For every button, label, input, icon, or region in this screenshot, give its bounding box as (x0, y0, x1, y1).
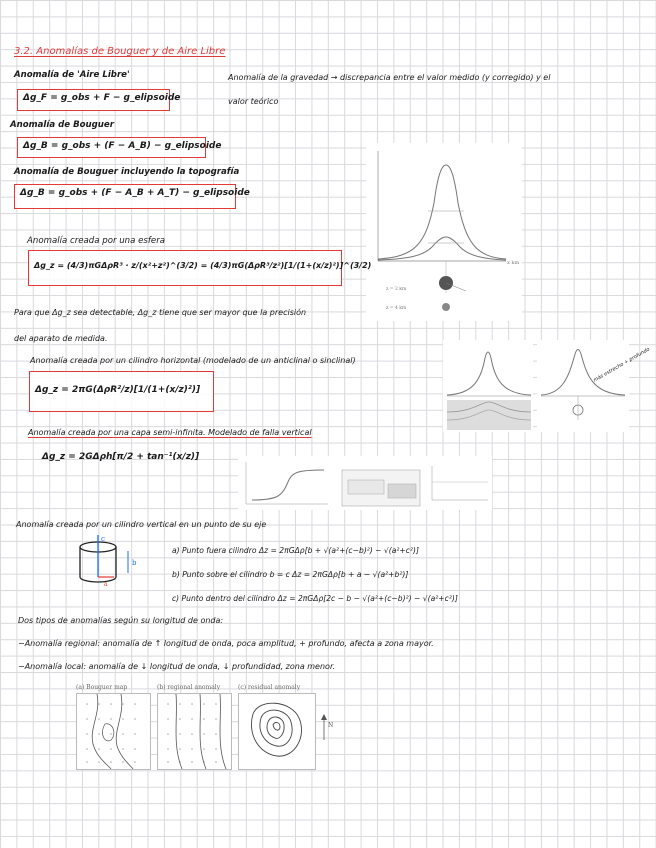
two-types-heading: Dos tipos de anomalías según su longitud de onda: (18, 616, 224, 625)
section-title: 3.2. Anomalías de Bouguer y de Aire Libre (14, 46, 226, 57)
sphere-formula-box (28, 250, 372, 286)
local-anomaly: −Anomalía local: anomalía de ↓ longitud de onda, ↓ profundidad, zona menor. (18, 662, 336, 671)
cylinder-drawing (76, 533, 146, 589)
vertical-cylinder-sketch (76, 533, 146, 589)
case-c: c) Punto dentro del cilindro Δz = 2πGΔρ[2c − b − √(a²+(c−b)²) − √(a²+c²)] (172, 594, 458, 603)
north-label: N (328, 722, 334, 729)
free-air-formula: Δg_F = g_obs + F − g_elipsoide (23, 93, 181, 103)
fault-figure (238, 456, 492, 510)
sphere-anomaly-plot (366, 143, 522, 321)
semi-formula: Δg_z = 2GΔρh[π/2 + tan⁻¹(x/z)] (42, 452, 200, 462)
bouguer-formula: Δg_B = g_obs + (F − A_B) − g_elipsoide (23, 141, 222, 151)
detect-line-2: del aparato de medida. (14, 334, 108, 343)
map-caption-a: (a) Bouguer map (76, 684, 128, 691)
north-arrow (320, 712, 336, 742)
sphere-label: Anomalía creada por una esfera (27, 236, 166, 246)
svg-text:z = 2 km: z = 2 km (386, 287, 407, 292)
bouguer-formula-box (17, 137, 222, 158)
map-caption-b: (b) regional anomaly (157, 684, 221, 691)
regional-map (157, 693, 232, 770)
cylinder-h-plot-left (443, 340, 533, 432)
bouguer-label: Anomalía de Bouguer (10, 120, 114, 130)
cylinder-label-c: c (101, 535, 105, 543)
map-caption-c: (c) residual anomaly (238, 684, 301, 691)
bouguer-topo-formula: Δg_B = g_obs + (F − A_B + A_T) − g_elipsoide (20, 188, 250, 198)
residual-map (238, 693, 316, 770)
cylinder-h-formula-box (29, 371, 214, 412)
bouguer-map (76, 693, 151, 770)
cylinder-label-a: a (104, 581, 108, 588)
sphere-formula: Δg_z = (4/3)πGΔρR³ · z/(x²+z²)^(3/2) = (4/3)πG(ΔρR³/z²)[1/(1+(x/z)²)]^(3/2) (34, 261, 372, 270)
regional-anomaly: −Anomalía regional: anomalía de ↑ longitud de onda, poca amplitud, + profundo, afecta a zona mayor. (18, 639, 434, 648)
definition-line-2: valor teórico (228, 97, 279, 106)
svg-text:z = 4 km: z = 4 km (386, 306, 407, 311)
free-air-label: Anomalía de 'Aire Libre' (14, 70, 130, 80)
cylinder-h-label: Anomalía creada por un cilindro horizontal (modelado de un anticlinal o sinclinal) (30, 356, 356, 365)
cylinder-h-plot-right (537, 340, 629, 432)
semi-label: Anomalía creada por una capa semi-infinita. Modelado de falla vertical (28, 428, 312, 437)
cylinder-h-figure-right (537, 340, 629, 432)
vertical-annotation: más estrecho + profundo (592, 346, 651, 384)
free-air-formula-box (17, 89, 181, 111)
definition-line-1: Anomalía de la gravedad → discrepancia entre el valor medido (y corregido) y el (228, 73, 551, 82)
fault-plot (238, 456, 492, 510)
bouguer-topo-label: Anomalía de Bouguer incluyendo la topografía (14, 167, 240, 177)
cylinder-h-formula: Δg_z = 2πG(ΔρR²/z)[1/(1+(x/z)²)] (35, 385, 201, 395)
residual-map-plot (239, 694, 315, 769)
regional-map-plot (158, 694, 231, 769)
case-b: b) Punto sobre el cilindro b = c Δz = 2πGΔρ[b + a − √(a²+b²)] (172, 570, 409, 579)
cylinder-h-figure-left (443, 340, 533, 432)
detect-line-1: Para que Δg_z sea detectable, Δg_z tiene que ser mayor que la precisión (14, 308, 307, 317)
bouguer-topo-formula-box (14, 184, 250, 209)
case-a: a) Punto fuera cilindro Δz = 2πGΔρ[b + √(a²+(c−b)²) − √(a²+c²)] (172, 546, 419, 555)
cylinder-label-b: b (132, 559, 137, 567)
sphere-anomaly-figure (366, 143, 522, 321)
bouguer-map-plot (77, 694, 150, 769)
cylinder-v-label: Anomalía creada por un cilindro vertical en un punto de su eje (16, 520, 267, 529)
svg-text:x km: x km (507, 260, 520, 266)
